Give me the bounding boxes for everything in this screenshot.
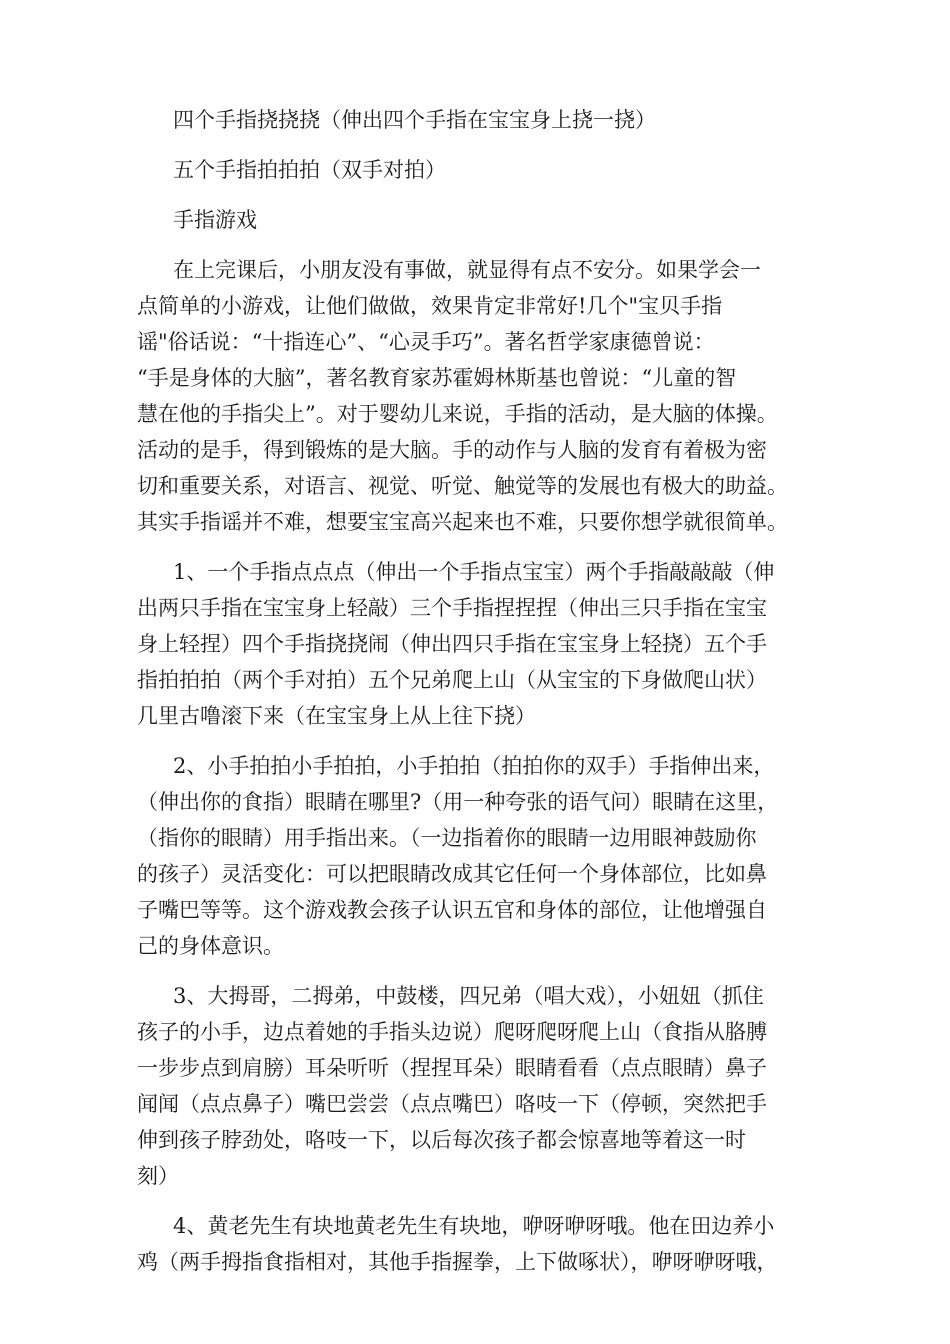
text-line: 点简单的小游戏，让他们做做，效果肯定非常好!几个"宝贝手指 <box>137 294 723 318</box>
text-line: 子嘴巴等等。这个游戏教会孩子认识五官和身体的部位，让他增强自 <box>137 898 767 922</box>
text-line: 1、一个手指点点点（伸出一个手指点宝宝）两个手指敲敲敲（伸 <box>173 560 775 584</box>
text-line: 刻） <box>137 1164 179 1188</box>
text-line: 的孩子）灵活变化：可以把眼睛改成其它任何一个身体部位，比如鼻 <box>137 862 767 886</box>
text-line: 4、黄老先生有块地黄老先生有块地，咿呀咿呀哦。他在田边养小 <box>173 1214 775 1238</box>
text-line: 几里古噜滚下来（在宝宝身上从上往下挠） <box>137 704 536 728</box>
text-line: 出两只手指在宝宝身上轻敲）三个手指捏捏捏（伸出三只手指在宝宝 <box>137 596 767 620</box>
text-line: 闻闻（点点鼻子）嘴巴尝尝（点点嘴巴）咯吱一下（停顿，突然把手 <box>137 1092 767 1116</box>
text-line: 活动的是手，得到锻炼的是大脑。手的动作与人脑的发育有着极为密 <box>137 438 767 462</box>
text-line: （伸出你的食指）眼睛在哪里?（用一种夸张的语气问）眼睛在这里， <box>137 790 779 814</box>
text-line: 谣"俗话说：“十指连心”、“心灵手巧”。著名哲学家康德曾说： <box>137 330 715 354</box>
text-line: 孩子的小手，边点着她的手指头边说）爬呀爬呀爬上山（食指从胳膊 <box>137 1020 767 1044</box>
text-line: 身上轻捏）四个手指挠挠闹（伸出四只手指在宝宝身上轻挠）五个手 <box>137 632 767 656</box>
text-line: 其实手指谣并不难，想要宝宝高兴起来也不难，只要你想学就很简单。 <box>137 510 788 534</box>
text-line: 己的身体意识。 <box>137 934 284 958</box>
text-line: 指拍拍拍（两个手对拍）五个兄弟爬上山（从宝宝的下身做爬山状） <box>137 668 767 692</box>
text-line: 慧在他的手指尖上”。对于婴幼儿来说，手指的活动，是大脑的体操。 <box>137 402 778 426</box>
text-line: 鸡（两手拇指食指相对，其他手指握拳，上下做啄状），咿呀咿呀哦， <box>137 1250 778 1274</box>
text-line: 五个手指拍拍拍（双手对拍） <box>173 158 446 182</box>
text-line: 伸到孩子脖劲处，咯吱一下，以后每次孩子都会惊喜地等着这一时 <box>137 1128 746 1152</box>
text-line: 在上完课后，小朋友没有事做，就显得有点不安分。如果学会一 <box>173 258 761 282</box>
section-heading: 手指游戏 <box>173 208 257 232</box>
text-line: 一步步点到肩膀）耳朵听听（捏捏耳朵）眼睛看看（点点眼睛）鼻子 <box>137 1056 767 1080</box>
text-line: “手是身体的大脑”，著名教育家苏霍姆林斯基也曾说：“儿童的智 <box>137 366 737 390</box>
text-line: 四个手指挠挠挠（伸出四个手指在宝宝身上挠一挠） <box>173 108 656 132</box>
text-line: 2、小手拍拍小手拍拍，小手拍拍（拍拍你的双手）手指伸出来， <box>173 754 775 778</box>
text-line: （指你的眼睛）用手指出来。（一边指着你的眼睛一边用眼神鼓励你 <box>137 826 757 850</box>
text-line: 切和重要关系，对语言、视觉、听觉、触觉等的发展也有极大的助益。 <box>137 474 788 498</box>
text-line: 3、大拇哥，二拇弟，中鼓楼，四兄弟（唱大戏），小妞妞（抓住 <box>173 984 764 1008</box>
